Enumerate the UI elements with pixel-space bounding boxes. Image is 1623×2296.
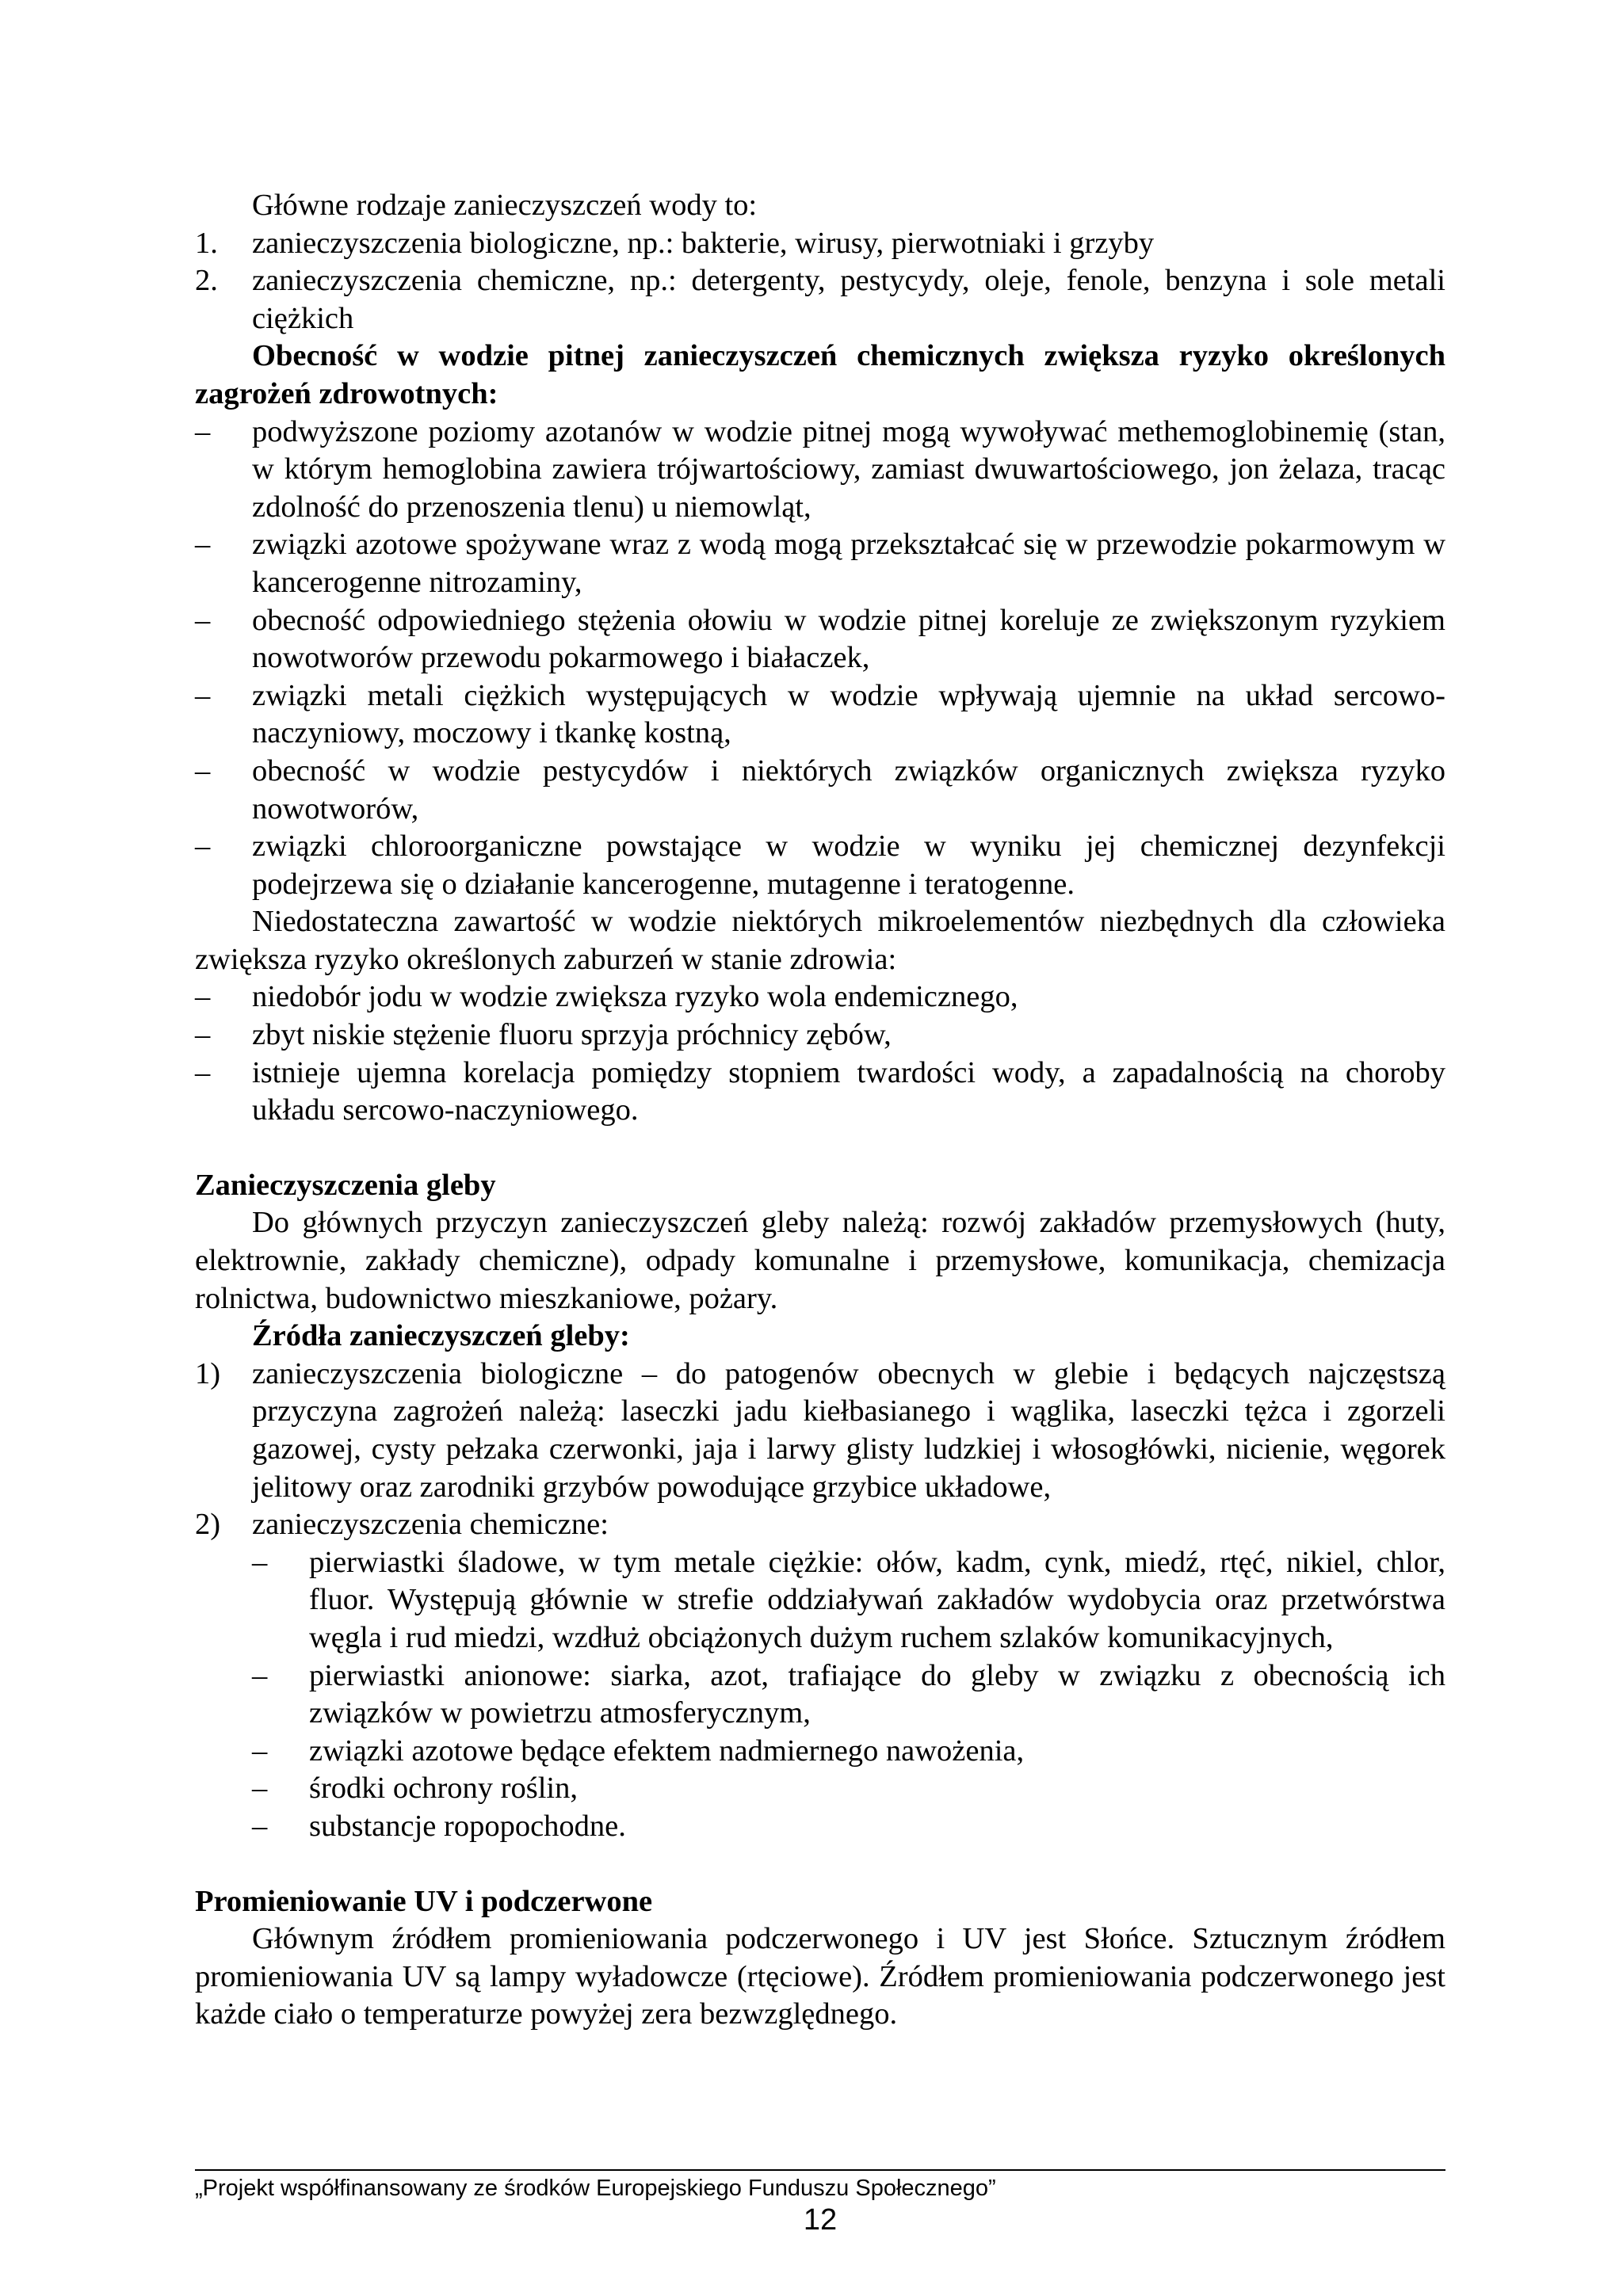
- list-item-text: związki azotowe będące efektem nadmiernego nawożenia,: [309, 1733, 1025, 1768]
- list-item-text: obecność w wodzie pestycydów i niektórych związków organicznych zwiększa ryzyko nowotworów,: [252, 753, 1445, 826]
- list-item: [195, 978, 1445, 1016]
- deficiency-intro: Niedostateczna zawartość w wodzie niektórych mikroelementów niezbędnych dla człowieka zwiększa ryzyko określonych zaburzeń w stanie zdrowia:: [195, 905, 1445, 976]
- list-marker: –: [252, 1733, 268, 1768]
- list-item-text: podwyższone poziomy azotanów w wodzie pitnej mogą wywoływać methemoglobinemię (stan, w którym hemoglobina zawiera trójwartościowy, zamiast dwuwartościowego, jon żelaza, tracąc zdolność do przenoszenia tlenu) u niemowląt,: [252, 414, 1445, 524]
- list-item: [195, 225, 1445, 263]
- list-marker: –: [195, 830, 211, 864]
- soil-sources-heading: Źródła zanieczyszczeń gleby:: [252, 1319, 630, 1353]
- list-marker: –: [195, 603, 211, 637]
- list-marker: 1): [195, 1356, 221, 1390]
- risks-heading: Obecność w wodzie pitnej zanieczyszczeń chemicznych zwiększa ryzyko określonych zagrożeń zdrowotnych:: [195, 339, 1445, 410]
- list-item: [195, 753, 1445, 828]
- list-marker: –: [195, 1055, 211, 1089]
- page-number: 12: [803, 2203, 838, 2237]
- list-item-text: istnieje ujemna korelacja pomiędzy stopniem twardości wody, a zapadalnością na choroby układu sercowo-naczyniowego.: [252, 1055, 1445, 1127]
- section-gap: [195, 1130, 1445, 1167]
- list-item-text: zanieczyszczenia biologiczne, np.: bakterie, wirusy, pierwotniaki i grzyby: [252, 226, 1155, 260]
- list-item-text: związki azotowe spożywane wraz z wodą mogą przekształcać się w przewodzie pokarmowym w kancerogenne nitrozaminy,: [252, 528, 1445, 599]
- water-intro: Główne rodzaje zanieczyszczeń wody to:: [252, 189, 758, 222]
- list-marker: –: [252, 1545, 268, 1579]
- footer-divider: [195, 2169, 1445, 2171]
- list-marker: –: [195, 414, 211, 448]
- sub-list-item: [195, 1808, 1445, 1846]
- list-item-text: pierwiastki anionowe: siarka, azot, trafiające do gleby w związku z obecnością ich związków w powietrzu atmosferycznym,: [309, 1658, 1445, 1730]
- list-item: [195, 602, 1445, 677]
- list-item-text: obecność odpowiedniego stężenia ołowiu w wodzie pitnej koreluje ze zwiększonym ryzykiem nowotworów przewodu pokarmowego i białaczek,: [252, 603, 1445, 675]
- list-marker: 2): [195, 1508, 221, 1542]
- list-marker: –: [252, 1809, 268, 1843]
- soil-heading: Zanieczyszczenia gleby: [195, 1168, 496, 1202]
- list-item: [195, 1016, 1445, 1055]
- list-item: [195, 677, 1445, 753]
- list-item: [195, 526, 1445, 601]
- list-item: [195, 1055, 1445, 1130]
- sub-list-item: [195, 1544, 1445, 1657]
- list-marker: –: [195, 528, 211, 562]
- list-marker: –: [252, 1658, 268, 1692]
- sub-list-item: [195, 1657, 1445, 1733]
- list-marker: –: [252, 1772, 268, 1806]
- list-item-text: pierwiastki śladowe, w tym metale ciężkie: ołów, kadm, cynk, miedź, rtęć, nikiel, chlor, fluor. Występują głównie w strefie oddziaływań zakładów wydobycia oraz przetwórstwa węgla i rud miedzi, wzdłuż obciążonych dużym ruchem szlaków komunikacyjnych,: [309, 1545, 1445, 1654]
- sub-list-item: [195, 1733, 1445, 1771]
- list-marker: 2.: [195, 264, 218, 298]
- page-footer: [195, 2169, 1445, 2237]
- footer-note: „Projekt współfinansowany ze środków Europejskiego Funduszu Społecznego”: [195, 2176, 996, 2201]
- section-gap: [195, 1846, 1445, 1883]
- list-item-text: niedobór jodu w wodzie zwiększa ryzyko wola endemicznego,: [252, 980, 1018, 1014]
- list-item: [195, 414, 1445, 527]
- radiation-heading: Promieniowanie UV i podczerwone: [195, 1884, 653, 1918]
- list-item-text: zanieczyszczenia chemiczne:: [252, 1508, 609, 1542]
- list-marker: 1.: [195, 226, 218, 260]
- list-item: [195, 828, 1445, 903]
- document-body: [195, 187, 1445, 2034]
- soil-paragraph: Do głównych przyczyn zanieczyszczeń gleby należą: rozwój zakładów przemysłowych (huty, elektrownie, zakłady chemiczne), odpady komunalne i przemysłowe, komunikacja, chemizacja rolnictwa, budownictwo mieszkaniowe, pożary.: [195, 1206, 1445, 1315]
- radiation-paragraph: Głównym źródłem promieniowania podczerwonego i UV jest Słońce. Sztucznym źródłem promieniowania UV są lampy wyładowcze (rtęciowe). Źródłem promieniowania podczerwonego jest każde ciało o temperaturze powyżej zera bezwzględnego.: [195, 1922, 1445, 2031]
- list-marker: –: [195, 678, 211, 712]
- list-item-text: zanieczyszczenia biologiczne – do patogenów obecnych w glebie i będących najczęstszą przyczyna zagrożeń należą: laseczki jadu kiełbasianego i wąglika, laseczki tężca i zgorzeli gazowej, cysty pełzaka czerwonki, jaja i larwy glisty ludzkiej i włosogłówki, nicienie, węgorek jelitowy oraz zarodniki grzybów powodujące grzybice układowe,: [252, 1356, 1445, 1504]
- list-item-text: związki metali ciężkich występujących w wodzie wpływają ujemnie na układ sercowo-naczyniowy, moczowy i tkankę kostną,: [252, 678, 1445, 750]
- list-marker: –: [195, 753, 211, 788]
- list-item: [195, 262, 1445, 338]
- list-marker: –: [195, 980, 211, 1014]
- list-item: [195, 1506, 1445, 1544]
- list-item-text: substancje ropopochodne.: [309, 1809, 626, 1843]
- list-item-text: środki ochrony roślin,: [309, 1772, 578, 1806]
- list-item-text: związki chloroorganiczne powstające w wodzie w wyniku jej chemicznej dezynfekcji podejrzewa się o działanie kancerogenne, mutagenne i teratogenne.: [252, 830, 1445, 901]
- list-item-text: zanieczyszczenia chemiczne, np.: detergenty, pestycydy, oleje, fenole, benzyna i sole metali ciężkich: [252, 264, 1445, 335]
- list-item: [195, 1356, 1445, 1506]
- list-marker: –: [195, 1018, 211, 1052]
- list-item-text: zbyt niskie stężenie fluoru sprzyja próchnicy zębów,: [252, 1018, 892, 1052]
- sub-list-item: [195, 1770, 1445, 1808]
